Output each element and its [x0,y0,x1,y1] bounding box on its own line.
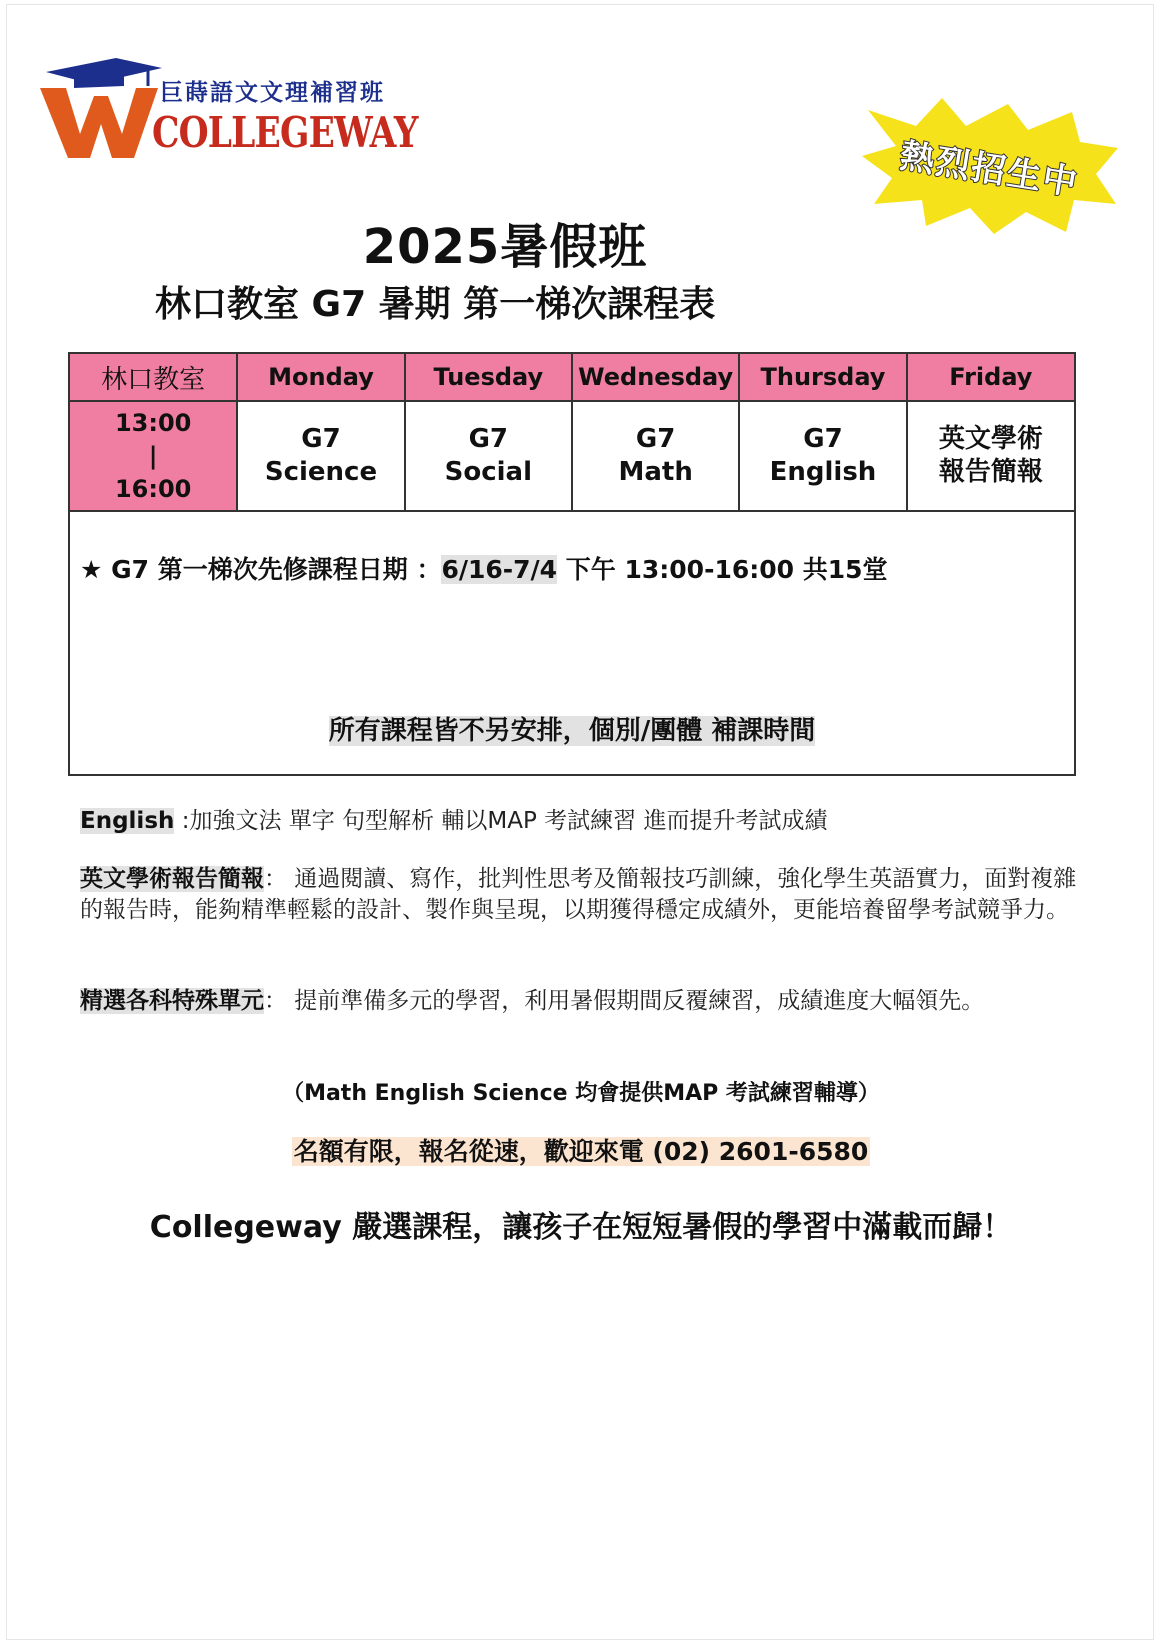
special-label: 精選各科特殊單元 [80,988,264,1014]
class-line-2: 報告簡報 [938,457,1043,487]
class-grade: G7 [803,424,843,454]
english-text: :加強文法 單字 句型解析 輔以MAP 考試練習 進而提升考試成績 [174,808,828,834]
report-label: 英文學術報告簡報 [80,866,264,892]
schedule-table [68,352,1076,776]
logo-chinese-name: 巨蒔語文文理補習班 [160,79,385,106]
class-monday [237,401,404,511]
class-subject: Science [264,457,378,487]
class-subject: Social [444,457,532,487]
class-subject: English [769,457,877,487]
burst-text: 熱烈招生中 [897,135,1082,204]
english-label: English [80,808,175,834]
dates-prefix: ★ G7 第一梯次先修課程日期 ： [80,555,442,584]
special-text: ： 提前準備多元的學習，利用暑假期間反覆練習，成績進度大幅領先。 [264,988,985,1014]
room-label: 林口教室 [70,354,237,401]
class-tuesday [405,401,572,511]
page-subtitle: 林口教室 G7 暑期 第一梯次課程表 [155,284,716,325]
time-start: 13:00 [114,408,192,437]
schedule-header-row [70,354,1074,401]
day-monday: Monday [237,354,404,401]
dates-range: 6/16-7/4 [441,555,558,584]
class-grade: G7 [635,424,676,454]
day-wednesday: Wednesday [572,354,739,401]
class-thursday [739,401,906,511]
day-friday: Friday [907,354,1074,401]
collegeway-logo [40,56,418,166]
makeup-text: 所有課程皆不另安排，個別/團體 補課時間 [328,716,816,746]
time-end: 16:00 [114,474,192,503]
w-letter-icon [40,82,160,162]
logo-english-name: COLLEGEWAY [152,108,418,157]
class-line-1: 英文學術 [938,424,1043,454]
contact-text: 名額有限，報名從速，歡迎來電 (02) 2601-6580 [293,1137,869,1166]
special-units-description [80,986,1090,1017]
time-cell [70,401,237,511]
slogan: Collegeway 嚴選課程，讓孩子在短短暑假的學習中滿載而歸！ [149,1210,1013,1245]
contact-line [0,1132,1162,1168]
report-text: ： 通過閱讀、寫作，批判性思考及簡報技巧訓練，強化學生英語實力，面對複雜的報告時，能夠精準輕鬆的設計、製作與呈現，以期獲得穩定成績外，更能培養留學考試競爭力。 [80,866,1077,923]
dates-suffix: 下午 13:00-16:00 共15堂 [557,555,888,584]
class-wednesday [572,401,739,511]
day-tuesday: Tuesday [405,354,572,401]
time-separator: | [148,441,158,470]
class-grade: G7 [301,424,341,454]
class-grade: G7 [468,424,509,454]
course-dates-note [80,550,888,586]
report-description [80,864,1090,926]
makeup-note [70,710,1074,747]
class-friday [907,401,1074,511]
schedule-class-row [70,401,1074,511]
class-subject: Math [618,457,693,487]
map-note: （Math English Science 均會提供MAP 考試練習輔導） [282,1081,880,1106]
day-thursday: Thursday [739,354,906,401]
page-title: 2025暑假班 [362,219,648,275]
english-description [80,806,1090,837]
